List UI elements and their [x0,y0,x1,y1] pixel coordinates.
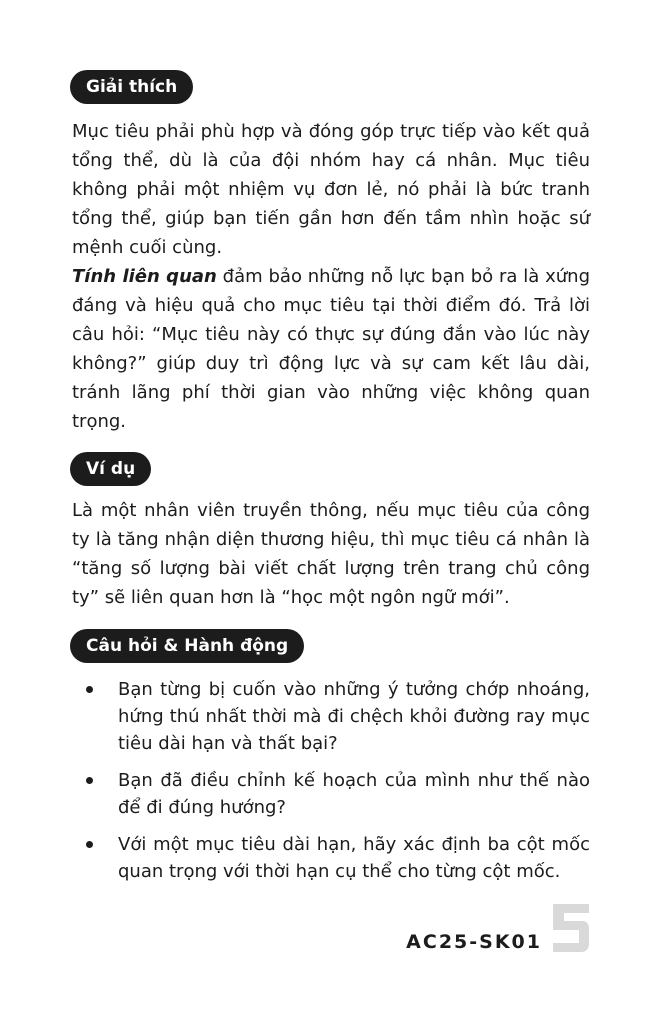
explanation-paragraph-1: Mục tiêu phải phù hợp và đóng góp trực tiếp vào kết quả tổng thể, dù là của đội nhóm hay cá nhân. Mục tiêu không phải một nhiệm vụ đơn lẻ, nó phải là bức tranh tổng thể, giúp bạn tiến gần hơn đến tầm nhìn hoặc sứ mệnh cuối cùng. [72,121,590,258]
bullet-icon [86,777,93,784]
relevance-term: Tính liên quan [72,266,217,287]
page-number-glyph [553,904,589,952]
question-text: Bạn từng bị cuốn vào những ý tưởng chớp nhoáng, hứng thú nhất thời mà đi chệch khỏi đường ray mục tiêu dài hạn và thất bại? [118,679,590,754]
page-number [551,904,591,952]
section-heading-questions: Câu hỏi & Hành động [70,629,304,663]
explanation-paragraph-2-text: đảm bảo những nỗ lực bạn bỏ ra là xứng đáng và hiệu quả cho mục tiêu tại thời điểm đó. Trả lời câu hỏi: “Mục tiêu này có thực sự đúng đắn vào lúc này không?” giúp duy trì động lực và sự cam kết lâu dài, tránh lãng phí thời gian vào những việc không quan trọng. [72,266,590,432]
question-list [72,676,590,895]
question-text: Bạn đã điều chỉnh kế hoạch của mình như thế nào để đi đúng hướng? [118,770,590,818]
list-item [72,831,590,885]
document-code: AC25-SK01 [406,931,542,953]
section-heading-explanation: Giải thích [70,70,193,104]
question-text: Với một mục tiêu dài hạn, hãy xác định ba cột mốc quan trọng với thời hạn cụ thể cho từng cột mốc. [118,834,590,882]
bullet-icon [86,841,93,848]
explanation-paragraph-2 [72,262,590,436]
example-paragraph: Là một nhân viên truyền thông, nếu mục tiêu của công ty là tăng nhận diện thương hiệu, thì mục tiêu cá nhân là “tăng số lượng bài viết chất lượng trên trang chủ công ty” sẽ liên quan hơn là “học một ngôn ngữ mới”. [72,500,590,608]
list-item [72,676,590,757]
section-heading-example: Ví dụ [70,452,151,486]
list-item [72,767,590,821]
bullet-icon [86,686,93,693]
